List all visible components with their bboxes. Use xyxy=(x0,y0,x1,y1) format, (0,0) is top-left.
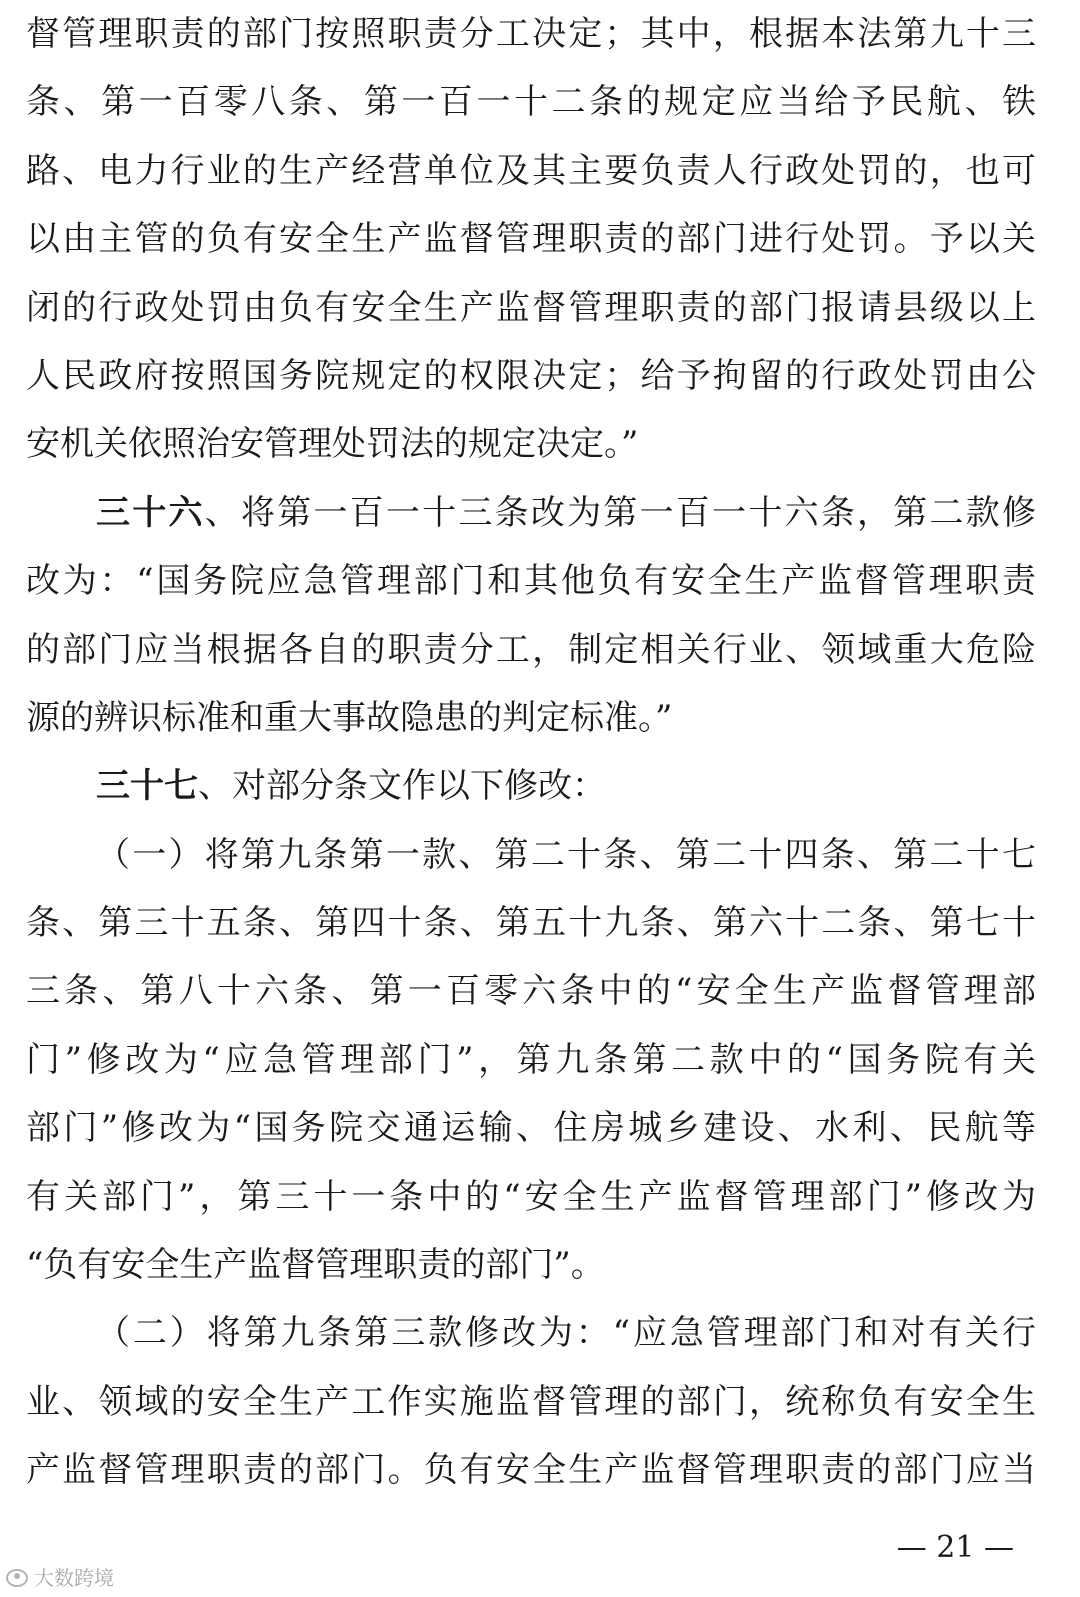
text-line xyxy=(26,821,1036,889)
line-text: 、将第一百一十三条改为第一百一十六条，第二款修 xyxy=(204,492,1036,533)
text-line xyxy=(26,0,1036,68)
line-text: 部门”修改为“国务院交通运输、住房城乡建设、水利、民航等 xyxy=(26,1108,1036,1149)
line-text: 条、第三十五条、第四十条、第五十九条、第六十二条、第七十 xyxy=(26,903,1036,944)
line-text: 业、领域的安全生产工作实施监督管理的部门，统称负有安全生 xyxy=(26,1381,1036,1422)
text-line xyxy=(26,752,1036,820)
text-line xyxy=(26,1094,1036,1162)
text-line xyxy=(26,137,1036,205)
article-number: 三十七 xyxy=(96,766,198,807)
text-line xyxy=(26,479,1036,547)
document-body xyxy=(26,0,1036,1505)
line-text: 三条、第八十六条、第一百零六条中的“安全生产监督管理部 xyxy=(26,971,1036,1012)
text-line xyxy=(26,1163,1036,1231)
line-text: “负有安全生产监督管理职责的部门”。 xyxy=(26,1245,605,1286)
line-text: 督管理职责的部门按照职责分工决定；其中，根据本法第九十三 xyxy=(26,14,1036,54)
text-line xyxy=(26,1231,1036,1299)
line-text: 安机关依照治安管理处罚法的规定决定。” xyxy=(26,424,639,465)
weibo-logo-icon xyxy=(4,1566,30,1588)
text-line xyxy=(26,616,1036,684)
line-text: 改为：“国务院应急管理部门和其他负有安全生产监督管理职责 xyxy=(26,561,1036,602)
line-text: 条、第一百零八条、第一百一十二条的规定应当给予民航、铁 xyxy=(26,82,1036,123)
text-line xyxy=(26,1026,1036,1094)
line-text: 源的辨识标准和重大事故隐患的判定标准。” xyxy=(26,697,673,738)
text-line xyxy=(26,684,1036,752)
text-line xyxy=(26,1299,1036,1367)
text-line xyxy=(26,547,1036,615)
text-line xyxy=(26,410,1036,478)
text-line xyxy=(26,205,1036,273)
text-line xyxy=(26,1436,1036,1504)
line-text: 人民政府按照国务院规定的权限决定；给予拘留的行政处罚由公 xyxy=(26,355,1036,396)
page-number: — 21 — xyxy=(896,1530,1014,1565)
article-number: 三十六 xyxy=(96,492,205,533)
line-text: 的部门应当根据各自的职责分工，制定相关行业、领域重大危险 xyxy=(26,629,1036,670)
line-text: 闭的行政处罚由负有安全生产监督管理职责的部门报请县级以上 xyxy=(26,287,1036,328)
text-line xyxy=(26,274,1036,342)
watermark-text: 大数跨境 xyxy=(34,1566,114,1590)
text-line xyxy=(26,957,1036,1025)
text-line xyxy=(26,1368,1036,1436)
line-text: 门”修改为“应急管理部门”，第九条第二款中的“国务院有关 xyxy=(26,1039,1036,1080)
watermark xyxy=(4,1562,114,1591)
text-line xyxy=(26,68,1036,136)
line-text: 产监督管理职责的部门。负有安全生产监督管理职责的部门应当 xyxy=(26,1450,1036,1491)
line-text: 有关部门”，第三十一条中的“安全生产监督管理部门”修改为 xyxy=(26,1176,1036,1217)
text-line xyxy=(26,342,1036,410)
line-text: 、对部分条文作以下修改： xyxy=(198,766,606,807)
text-line xyxy=(26,889,1036,957)
line-text: （一）将第九条第一款、第二十条、第二十四条、第二十七 xyxy=(96,834,1036,875)
line-text: （二）将第九条第三款修改为：“应急管理部门和对有关行 xyxy=(96,1313,1036,1354)
line-text: 路、电力行业的生产经营单位及其主要负责人行政处罚的，也可 xyxy=(26,150,1036,191)
line-text: 以由主管的负有安全生产监督管理职责的部门进行处罚。予以关 xyxy=(26,219,1036,260)
